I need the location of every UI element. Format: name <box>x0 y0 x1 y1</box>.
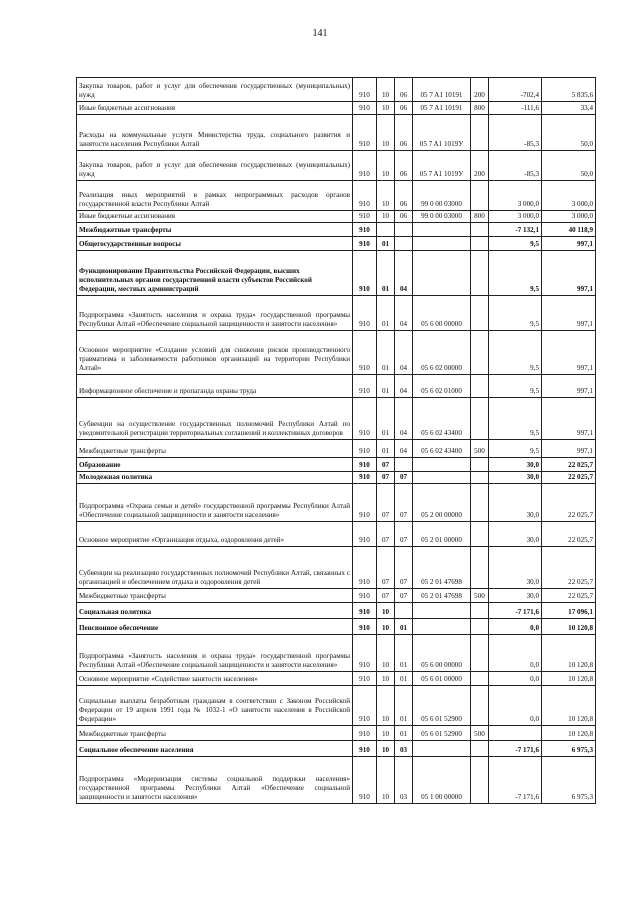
row-target-article-code: 05 2 01 47698 <box>413 547 471 589</box>
row-amount-change: -111,6 <box>489 102 542 115</box>
row-subsection-code: 06 <box>395 151 413 181</box>
row-amount-change: 30,0 <box>489 589 542 603</box>
row-amount-change: 9,5 <box>489 251 542 296</box>
row-expense-type-code <box>471 251 489 296</box>
row-amount-total: 10 120,8 <box>542 726 596 741</box>
row-section-code: 01 <box>377 296 395 331</box>
row-subsection-code <box>395 458 413 472</box>
row-section-code: 07 <box>377 547 395 589</box>
row-amount-change: 9,5 <box>489 398 542 440</box>
row-expense-type-code: 800 <box>471 211 489 223</box>
row-amount-change: 9,5 <box>489 375 542 398</box>
row-amount-change: 0,0 <box>489 619 542 635</box>
row-ved-code: 910 <box>353 398 377 440</box>
table-row <box>77 522 596 547</box>
row-section-code: 07 <box>377 484 395 522</box>
table-row <box>77 635 596 672</box>
row-name: Иные бюджетные ассигнования <box>77 211 353 223</box>
row-expense-type-code <box>471 237 489 251</box>
row-name: Подпрограмма «Занятость населения и охрана труда» государственной программы Республики Алтай «Обеспечение социальной защищенности и занятости населения» <box>77 296 353 331</box>
row-ved-code: 910 <box>353 181 377 211</box>
row-name: Реализация иных мероприятий в рамках непрограммных расходов органов государственной власти Республики Алтай <box>77 181 353 211</box>
row-section-code: 07 <box>377 472 395 484</box>
row-amount-total: 997,1 <box>542 375 596 398</box>
row-amount-change: -7 171,6 <box>489 757 542 804</box>
row-name: Подпрограмма «Модернизация системы социальной поддержки населения» государственной программы Республики Алтай «Обеспечение социальной защищенности и занятости населения» <box>77 757 353 804</box>
table-row <box>77 757 596 804</box>
row-target-article-code: 05 1 00 00000 <box>413 757 471 804</box>
row-amount-total: 10 120,8 <box>542 619 596 635</box>
row-expense-type-code: 500 <box>471 589 489 603</box>
row-section-code: 07 <box>377 522 395 547</box>
row-amount-total: 997,1 <box>542 237 596 251</box>
row-amount-total: 22 025,7 <box>542 589 596 603</box>
row-target-article-code: 05 6 02 00000 <box>413 331 471 375</box>
row-amount-total: 997,1 <box>542 296 596 331</box>
row-name: Социальные выплаты безработным гражданам в соответствии с Законом Российской Федерации от 19 апреля 1991 года № 1032-1 «О занятости населения в Российской Федерации» <box>77 686 353 726</box>
row-name: Основное мероприятие «Содействие занятости населения» <box>77 672 353 686</box>
row-section-code: 01 <box>377 375 395 398</box>
row-section-code: 10 <box>377 115 395 151</box>
table-row <box>77 484 596 522</box>
row-subsection-code: 06 <box>395 115 413 151</box>
row-amount-total: 6 975,3 <box>542 741 596 757</box>
row-expense-type-code <box>471 472 489 484</box>
row-expense-type-code <box>471 331 489 375</box>
row-amount-total: 10 120,8 <box>542 635 596 672</box>
row-section-code: 10 <box>377 741 395 757</box>
row-subsection-code: 01 <box>395 619 413 635</box>
row-subsection-code: 03 <box>395 757 413 804</box>
row-amount-change: 30,0 <box>489 472 542 484</box>
row-ved-code: 910 <box>353 484 377 522</box>
row-section-code: 01 <box>377 237 395 251</box>
row-name: Межбюджетные трансферты <box>77 223 353 237</box>
row-amount-total: 6 975,3 <box>542 757 596 804</box>
row-ved-code: 910 <box>353 757 377 804</box>
row-amount-change: 30,0 <box>489 547 542 589</box>
table-row <box>77 619 596 635</box>
row-target-article-code <box>413 251 471 296</box>
row-expense-type-code <box>471 619 489 635</box>
row-target-article-code: 05 6 01 52900 <box>413 686 471 726</box>
row-target-article-code: 05 7 A1 1019У <box>413 151 471 181</box>
row-amount-total: 3 000,0 <box>542 211 596 223</box>
row-expense-type-code <box>471 741 489 757</box>
row-section-code: 10 <box>377 672 395 686</box>
row-section-code: 10 <box>377 181 395 211</box>
row-section-code: 01 <box>377 398 395 440</box>
row-ved-code: 910 <box>353 102 377 115</box>
row-ved-code: 910 <box>353 741 377 757</box>
row-target-article-code: 05 6 02 43400 <box>413 398 471 440</box>
row-ved-code: 910 <box>353 635 377 672</box>
row-subsection-code: 06 <box>395 211 413 223</box>
row-target-article-code: 05 6 01 52900 <box>413 726 471 741</box>
table-row <box>77 237 596 251</box>
row-subsection-code: 07 <box>395 484 413 522</box>
row-expense-type-code: 500 <box>471 726 489 741</box>
row-target-article-code: 05 6 00 00000 <box>413 635 471 672</box>
row-amount-change: 9,5 <box>489 237 542 251</box>
row-amount-total: 33,4 <box>542 102 596 115</box>
row-name: Закупка товаров, работ и услуг для обеспечения государственных (муниципальных) нужд <box>77 78 353 102</box>
row-target-article-code: 05 6 02 43400 <box>413 440 471 458</box>
row-name: Основное мероприятие «Организация отдыха, оздоровления детей» <box>77 522 353 547</box>
row-section-code: 01 <box>377 251 395 296</box>
row-subsection-code: 01 <box>395 635 413 672</box>
row-section-code: 10 <box>377 757 395 804</box>
row-amount-total: 22 025,7 <box>542 484 596 522</box>
row-target-article-code: 05 2 01 47698 <box>413 589 471 603</box>
row-name: Подпрограмма «Занятость населения и охрана труда» государственной программы Республики Алтай «Обеспечение социальной защищенности и занятости населения» <box>77 635 353 672</box>
row-section-code: 10 <box>377 603 395 619</box>
row-target-article-code: 05 2 00 00000 <box>413 484 471 522</box>
row-name: Субвенции на осуществление государственных полномочий Республики Алтай по уведомительной регистрации территориальных соглашений и коллективных договоров <box>77 398 353 440</box>
row-section-code: 10 <box>377 619 395 635</box>
row-target-article-code: 05 2 01 00000 <box>413 522 471 547</box>
row-amount-total: 997,1 <box>542 398 596 440</box>
row-subsection-code <box>395 237 413 251</box>
table-row <box>77 375 596 398</box>
row-target-article-code: 05 7 A1 1019У <box>413 115 471 151</box>
row-expense-type-code <box>471 635 489 672</box>
row-amount-total: 40 118,9 <box>542 223 596 237</box>
row-subsection-code <box>395 603 413 619</box>
table-row <box>77 472 596 484</box>
row-name: Межбюджетные трансферты <box>77 589 353 603</box>
row-name: Межбюджетные трансферты <box>77 440 353 458</box>
row-ved-code: 910 <box>353 603 377 619</box>
table-row <box>77 741 596 757</box>
row-subsection-code: 07 <box>395 522 413 547</box>
table-body <box>77 78 596 804</box>
table-row <box>77 547 596 589</box>
row-ved-code: 910 <box>353 211 377 223</box>
page-number: 141 <box>312 28 328 39</box>
row-amount-change: -85,3 <box>489 115 542 151</box>
row-target-article-code <box>413 472 471 484</box>
row-expense-type-code <box>471 522 489 547</box>
row-amount-change: -7 132,1 <box>489 223 542 237</box>
table-row <box>77 181 596 211</box>
row-ved-code: 910 <box>353 619 377 635</box>
row-expense-type-code <box>471 547 489 589</box>
row-amount-total: 997,1 <box>542 331 596 375</box>
row-ved-code: 910 <box>353 151 377 181</box>
row-subsection-code: 06 <box>395 102 413 115</box>
row-expense-type-code: 200 <box>471 151 489 181</box>
table-row <box>77 211 596 223</box>
row-ved-code: 910 <box>353 440 377 458</box>
row-name: Иные бюджетные ассигнования <box>77 102 353 115</box>
row-amount-change: -702,4 <box>489 78 542 102</box>
row-subsection-code <box>395 223 413 237</box>
row-subsection-code: 01 <box>395 672 413 686</box>
row-section-code: 10 <box>377 102 395 115</box>
row-expense-type-code <box>471 296 489 331</box>
row-amount-total: 997,1 <box>542 440 596 458</box>
row-ved-code: 910 <box>353 331 377 375</box>
row-section-code: 10 <box>377 151 395 181</box>
row-amount-change <box>489 726 542 741</box>
row-amount-total: 22 025,7 <box>542 458 596 472</box>
row-target-article-code <box>413 741 471 757</box>
row-name: Основное мероприятие «Создание условий для снижения рисков производственного травматизма и заболеваемости работников организаций на территории Республики Алтай» <box>77 331 353 375</box>
row-ved-code: 910 <box>353 251 377 296</box>
row-expense-type-code <box>471 115 489 151</box>
row-ved-code: 910 <box>353 296 377 331</box>
row-target-article-code: 99 0 00 03000 <box>413 181 471 211</box>
row-ved-code: 910 <box>353 375 377 398</box>
row-expense-type-code: 200 <box>471 78 489 102</box>
row-amount-total: 5 835,6 <box>542 78 596 102</box>
row-ved-code: 910 <box>353 547 377 589</box>
table-row <box>77 296 596 331</box>
row-amount-change: 3 000,0 <box>489 181 542 211</box>
row-subsection-code: 04 <box>395 296 413 331</box>
table-row <box>77 726 596 741</box>
table-row <box>77 331 596 375</box>
row-name: Молодежная политика <box>77 472 353 484</box>
row-amount-total: 10 120,8 <box>542 686 596 726</box>
row-subsection-code: 07 <box>395 589 413 603</box>
row-name: Социальное обеспечение населения <box>77 741 353 757</box>
row-name: Субвенции на реализацию государственных полномочий Республики Алтай, связанных с организацией и обеспечением отдыха и оздоровления детей <box>77 547 353 589</box>
row-amount-total: 50,0 <box>542 115 596 151</box>
row-ved-code: 910 <box>353 672 377 686</box>
row-subsection-code: 04 <box>395 375 413 398</box>
table-row <box>77 603 596 619</box>
table-row <box>77 223 596 237</box>
row-target-article-code: 05 6 01 00000 <box>413 672 471 686</box>
row-name: Общегосударственные вопросы <box>77 237 353 251</box>
row-subsection-code: 01 <box>395 726 413 741</box>
row-name: Закупка товаров, работ и услуг для обеспечения государственных (муниципальных) нужд <box>77 151 353 181</box>
row-section-code: 10 <box>377 211 395 223</box>
row-ved-code: 910 <box>353 472 377 484</box>
row-target-article-code: 99 0 00 03000 <box>413 211 471 223</box>
row-expense-type-code <box>471 484 489 522</box>
row-amount-change: 9,5 <box>489 296 542 331</box>
row-subsection-code: 07 <box>395 547 413 589</box>
row-amount-change: 0,0 <box>489 672 542 686</box>
row-expense-type-code <box>471 181 489 211</box>
row-amount-change: -7 171,6 <box>489 741 542 757</box>
row-subsection-code: 03 <box>395 741 413 757</box>
row-amount-change: 9,5 <box>489 440 542 458</box>
table-row <box>77 589 596 603</box>
row-section-code: 10 <box>377 635 395 672</box>
row-section-code: 07 <box>377 589 395 603</box>
row-target-article-code <box>413 237 471 251</box>
row-amount-total: 17 096,1 <box>542 603 596 619</box>
row-section-code: 10 <box>377 78 395 102</box>
row-ved-code: 910 <box>353 237 377 251</box>
row-expense-type-code: 800 <box>471 102 489 115</box>
row-amount-change: 3 000,0 <box>489 211 542 223</box>
row-expense-type-code <box>471 375 489 398</box>
row-name: Межбюджетные трансферты <box>77 726 353 741</box>
row-ved-code: 910 <box>353 522 377 547</box>
row-name: Подпрограмма «Охрана семьи и детей» государственной программы Республики Алтай «Обеспечение социальной защищенности и занятости населения» <box>77 484 353 522</box>
row-amount-change: -7 171,6 <box>489 603 542 619</box>
row-name: Функционирование Правительства Российской Федерации, высших исполнительных органов государственной власти субъектов Российской Федерации, местных администраций <box>77 251 353 296</box>
row-expense-type-code <box>471 686 489 726</box>
row-amount-change: 30,0 <box>489 522 542 547</box>
row-amount-total: 10 120,8 <box>542 672 596 686</box>
row-amount-total: 50,0 <box>542 151 596 181</box>
row-subsection-code: 07 <box>395 472 413 484</box>
row-target-article-code: 05 6 00 00000 <box>413 296 471 331</box>
row-ved-code: 910 <box>353 589 377 603</box>
table-row <box>77 686 596 726</box>
row-amount-change: 30,0 <box>489 458 542 472</box>
row-ved-code: 910 <box>353 223 377 237</box>
row-subsection-code: 04 <box>395 398 413 440</box>
row-ved-code: 910 <box>353 458 377 472</box>
row-amount-total: 22 025,7 <box>542 547 596 589</box>
row-ved-code: 910 <box>353 78 377 102</box>
row-expense-type-code <box>471 398 489 440</box>
row-section-code <box>377 223 395 237</box>
row-subsection-code: 04 <box>395 251 413 296</box>
table-row <box>77 151 596 181</box>
row-expense-type-code <box>471 757 489 804</box>
row-target-article-code: 05 7 A1 10191 <box>413 78 471 102</box>
row-section-code: 10 <box>377 686 395 726</box>
row-target-article-code <box>413 223 471 237</box>
row-amount-change: 0,0 <box>489 686 542 726</box>
row-target-article-code <box>413 458 471 472</box>
row-expense-type-code <box>471 603 489 619</box>
row-subsection-code: 04 <box>395 331 413 375</box>
row-section-code: 07 <box>377 458 395 472</box>
row-ved-code: 910 <box>353 115 377 151</box>
row-target-article-code: 05 6 02 01000 <box>413 375 471 398</box>
row-name: Социальная политика <box>77 603 353 619</box>
table-row <box>77 672 596 686</box>
row-subsection-code: 06 <box>395 78 413 102</box>
table-row <box>77 251 596 296</box>
row-target-article-code: 05 7 A1 10191 <box>413 102 471 115</box>
row-section-code: 01 <box>377 331 395 375</box>
row-ved-code: 910 <box>353 686 377 726</box>
row-amount-change: -85,3 <box>489 151 542 181</box>
row-name: Расходы на коммунальные услуги Министерства труда, социального развития и занятости населения Республики Алтай <box>77 115 353 151</box>
table-row <box>77 458 596 472</box>
row-subsection-code: 06 <box>395 181 413 211</box>
row-target-article-code <box>413 603 471 619</box>
row-subsection-code: 04 <box>395 440 413 458</box>
row-amount-change: 30,0 <box>489 484 542 522</box>
row-amount-change: 9,5 <box>489 331 542 375</box>
table-row <box>77 115 596 151</box>
row-name: Информационное обеспечение и пропаганда охраны труда <box>77 375 353 398</box>
budget-table <box>76 77 596 804</box>
row-amount-change: 0,0 <box>489 635 542 672</box>
row-target-article-code <box>413 619 471 635</box>
row-expense-type-code <box>471 458 489 472</box>
row-expense-type-code <box>471 672 489 686</box>
row-section-code: 01 <box>377 440 395 458</box>
row-section-code: 10 <box>377 726 395 741</box>
row-name: Пенсионное обеспечение <box>77 619 353 635</box>
table-row <box>77 102 596 115</box>
table-row <box>77 440 596 458</box>
table-row <box>77 398 596 440</box>
row-expense-type-code: 500 <box>471 440 489 458</box>
row-name: Образование <box>77 458 353 472</box>
row-amount-total: 22 025,7 <box>542 522 596 547</box>
row-amount-total: 3 000,0 <box>542 181 596 211</box>
row-ved-code: 910 <box>353 726 377 741</box>
table-row <box>77 78 596 102</box>
row-amount-total: 997,1 <box>542 251 596 296</box>
row-expense-type-code <box>471 223 489 237</box>
row-amount-total: 22 025,7 <box>542 472 596 484</box>
row-subsection-code: 01 <box>395 686 413 726</box>
